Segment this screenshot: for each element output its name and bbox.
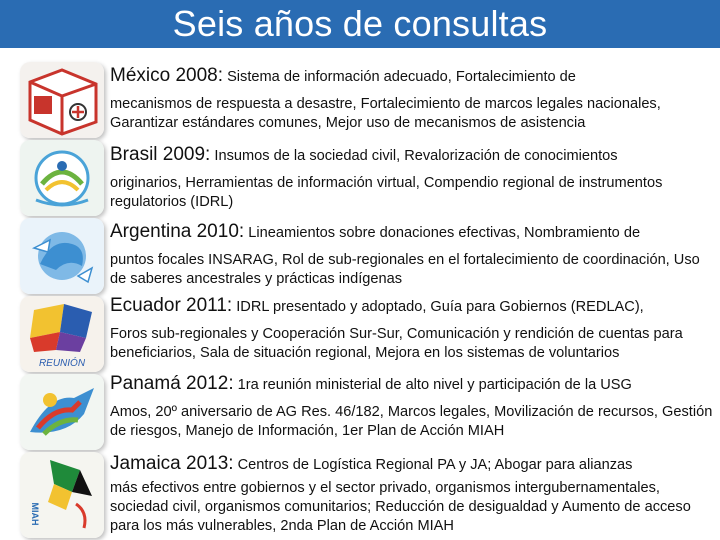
entry-body: Foros sub-regionales y Cooperación Sur-Sur, Comunicación y rendición de cuentas para beneficiarios, Sala de situación regional, Mejora en los sistemas de voluntarios xyxy=(110,326,683,361)
entry-jamaica xyxy=(110,454,716,536)
entry-first-text: Insumos de la sociedad civil, Revalorización de conocimientos xyxy=(214,148,618,164)
entry-heading: Jamaica 2013: xyxy=(110,453,234,474)
entry-first-text: IDRL presentado y adoptado, Guía para Gobiernos (REDLAC), xyxy=(236,299,644,315)
entry-body: puntos focales INSARAG, Rol de sub-regionales en el fortalecimiento de coordinación, Uso de saberes ancestrales y prácticas indígenas xyxy=(110,252,700,287)
title-bar xyxy=(0,0,720,48)
logo-column xyxy=(20,62,106,540)
entry-body: Amos, 20º aniversario de AG Res. 46/182, Marcos legales, Movilización de recursos, Gestión de riesgos, Manejo de Información, 1er Plan de Acción MIAH xyxy=(110,404,713,439)
entry-mexico xyxy=(110,66,716,133)
entry-first-line xyxy=(110,296,716,317)
entry-first-line xyxy=(110,374,716,395)
ecuador-meeting-logo-icon xyxy=(20,296,104,372)
entry-body: originarios, Herramientas de información virtual, Compendio regional de instrumentos regulatorios (IDRL) xyxy=(110,175,663,210)
entry-first-text: Centros de Logística Regional PA y JA; Abogar para alianzas xyxy=(237,457,633,473)
entry-heading: Panamá 2012: xyxy=(110,373,234,394)
entry-heading: Argentina 2010: xyxy=(110,221,245,242)
entry-first-text: 1ra reunión ministerial de alto nivel y participación de la USG xyxy=(237,377,632,393)
entry-first-text: Sistema de información adecuado, Fortalecimiento de xyxy=(227,69,576,85)
entry-heading: Brasil 2009: xyxy=(110,144,211,165)
panama-meeting-logo-icon xyxy=(20,374,104,450)
svg-text:MIAH: MIAH xyxy=(30,502,40,526)
entry-first-line xyxy=(110,222,716,243)
entry-first-line xyxy=(110,454,716,475)
entry-heading: México 2008: xyxy=(110,65,224,86)
entry-brasil xyxy=(110,145,716,212)
entry-body: mecanismos de respuesta a desastre, Fortalecimiento de marcos legales nacionales, Garantizar estándares comunes, Mejor uso de mecanismos de asistencia xyxy=(110,96,661,131)
entry-body: más efectivos entre gobiernos y el sector privado, organismos intergubernamentales, sociedad civil, organismos comunitarios; Reducción de desigualdad y Aumento de acceso para los más vulnerables, 2nda Plan de Acción MIAH xyxy=(110,480,691,534)
entry-first-text: Lineamientos sobre donaciones efectivas, Nombramiento de xyxy=(248,225,641,241)
entry-first-line xyxy=(110,145,716,166)
slide-title: Seis años de consultas xyxy=(172,3,548,44)
entry-ecuador xyxy=(110,296,716,363)
entry-heading: Ecuador 2011: xyxy=(110,295,233,316)
argentina-meeting-logo-icon xyxy=(20,218,104,294)
brasil-meeting-logo-icon xyxy=(20,140,104,216)
entry-argentina xyxy=(110,222,716,289)
jamaica-miah-logo-icon xyxy=(20,452,104,538)
entry-panama xyxy=(110,374,716,441)
svg-text:REUNIÓN: REUNIÓN xyxy=(38,358,86,369)
mexico-meeting-logo-icon xyxy=(20,62,104,138)
entry-first-line xyxy=(110,66,716,87)
